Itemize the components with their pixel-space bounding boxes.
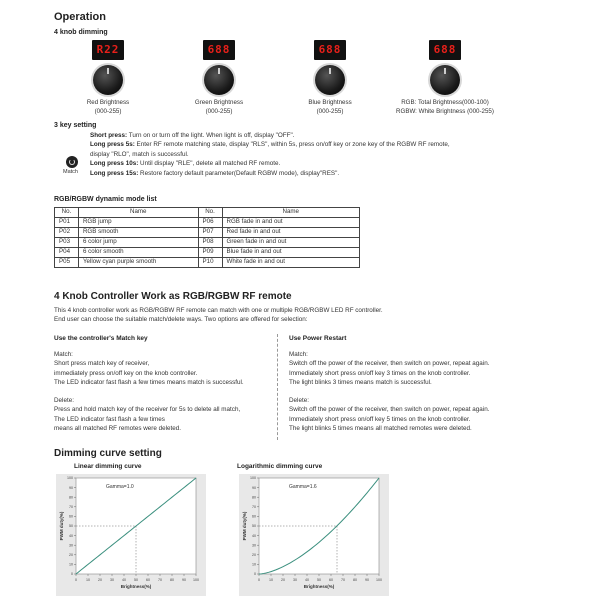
knob-blue-label: Blue Brightness [308, 99, 352, 107]
x-tick-label: 40 [305, 578, 309, 582]
y-tick-label: 30 [252, 543, 256, 548]
table-row: P02 RGB smooth P07 Red fade in and out [55, 228, 360, 238]
y-tick-label: 90 [69, 485, 73, 490]
table-header-row [55, 208, 360, 218]
dimming-charts [54, 474, 394, 600]
mode-table [54, 207, 360, 268]
y-tick-label: 70 [69, 505, 73, 509]
red-brightness-knob[interactable] [93, 65, 123, 95]
y-tick-label: 70 [252, 505, 256, 509]
x-tick-label: 20 [281, 578, 285, 582]
data-point [112, 545, 113, 546]
operation-title: Operation [54, 11, 106, 23]
y-tick-label: 10 [69, 562, 73, 567]
data-point [355, 507, 356, 508]
y-tick-label: 10 [252, 562, 256, 567]
x-tick-label: 100 [193, 578, 199, 582]
table-row: P03 6 color jump P08 Green fade in and out [55, 238, 360, 248]
x-tick-label: 90 [182, 578, 186, 582]
data-point [172, 497, 173, 498]
data-point [148, 516, 149, 517]
knob-green [159, 40, 279, 116]
col-name: Name [78, 208, 198, 218]
data-point [136, 526, 137, 527]
x-axis-label: Brightness(%) [303, 584, 335, 589]
x-tick-label: 50 [317, 578, 321, 582]
data-point [196, 478, 197, 479]
white-brightness-knob[interactable] [430, 65, 460, 95]
data-point [124, 535, 125, 536]
y-tick-label: 100 [67, 476, 73, 481]
x-tick-label: 10 [86, 578, 90, 582]
knob-blue [270, 40, 390, 116]
x-tick-label: 30 [110, 578, 114, 582]
y-tick-label: 20 [69, 553, 73, 557]
knob-white [380, 40, 510, 116]
key-line: Short press: Turn on or turn off the light. When light is off, display "OFF". [90, 132, 295, 139]
log-chart [239, 474, 389, 596]
left-delete-block: Delete: Press and hold match key of the receiver for 5s to delete all match, The LED indicator fast flash a few times means all matched RF remotes were deleted. [54, 397, 241, 433]
match-button[interactable] [66, 156, 78, 168]
knob-red-range: (000-255) [94, 107, 122, 115]
linear-chart [56, 474, 206, 596]
x-tick-label: 50 [134, 578, 138, 582]
display-blue: 688 [314, 40, 347, 60]
key-line: display "RLO", match is successful. [90, 150, 189, 158]
y-tick-label: 60 [69, 514, 73, 519]
x-tick-label: 60 [146, 578, 150, 582]
knob-section-title: 4 knob dimming [54, 29, 108, 36]
data-point [100, 555, 101, 556]
data-point [160, 507, 161, 508]
y-tick-label: 80 [252, 495, 256, 500]
y-tick-label: 20 [252, 553, 256, 557]
rf-intro [54, 306, 574, 325]
mode-list-title: RGB/RGBW dynamic mode list [54, 196, 157, 203]
knob-blue-range: (000-255) [316, 107, 344, 115]
x-tick-label: 30 [293, 578, 297, 582]
data-point [88, 564, 89, 565]
key-line: Long press 15s: Restore factory default parameter(Default RGBW mode), display"RES". [90, 169, 340, 177]
data-point [184, 487, 185, 488]
y-tick-label: 0 [254, 572, 256, 577]
key-section-title: 3 key setting [54, 122, 97, 129]
gamma-annotation: Gamma=1.6 [289, 484, 317, 490]
rf-intro-line: End user can choose the suitable match/delete ways. Two options are offered for selection: [54, 316, 308, 324]
y-tick-label: 50 [252, 524, 256, 529]
right-option-title: Use Power Restart [289, 335, 347, 342]
data-point [295, 560, 296, 561]
x-tick-label: 70 [158, 578, 162, 582]
x-tick-label: 60 [329, 578, 333, 582]
right-delete-block: Delete: Switch off the power of the receiver, then switch on power, repeat again. Immediately short press on/off key 5 times on the knob controller. The light blinks 5 times means all matched remotes were deleted. [289, 397, 490, 433]
power-icon [69, 159, 75, 165]
y-tick-label: 0 [71, 572, 73, 577]
knob-white-label: RGB: Total Brightness(000-100) [401, 99, 489, 107]
log-title: Logarithmic dimming curve [237, 463, 323, 470]
col-no: No. [198, 208, 222, 218]
display-green: 688 [203, 40, 236, 60]
left-option-title: Use the controller's Match key [54, 335, 148, 342]
y-tick-label: 50 [69, 524, 73, 529]
key-line: Long press 10s: Until display "RLE", delete all matched RF remote. [90, 160, 281, 168]
x-tick-label: 0 [258, 578, 260, 582]
y-axis-label: PWM duty(%) [59, 511, 64, 541]
table-row: P01 RGB jump P06 RGB fade in and out [55, 218, 360, 228]
y-tick-label: 100 [250, 476, 256, 481]
knob-white-range: RGBW: White Brightness (000-255) [396, 107, 494, 115]
key-line: Long press 5s: Enter RF remote matching state, display "RLS", within 5s, press on/off key or zone key of the RGBW RF remote, [90, 141, 450, 149]
x-tick-label: 100 [376, 578, 382, 582]
data-point [367, 493, 368, 494]
y-tick-label: 30 [69, 543, 73, 548]
rf-section-title: 4 Knob Controller Work as RGB/RGBW RF remote [54, 291, 292, 302]
linear-title: Linear dimming curve [74, 463, 142, 470]
knob-red [48, 40, 168, 116]
table-row: P05 Yellow cyan purple smooth P10 White fade in and out [55, 258, 360, 268]
green-brightness-knob[interactable] [204, 65, 234, 95]
x-tick-label: 80 [353, 578, 357, 582]
data-point [319, 542, 320, 543]
display-red: R22 [92, 40, 125, 60]
y-tick-label: 40 [252, 533, 256, 538]
data-point [331, 531, 332, 532]
knob-green-label: Green Brightness [194, 99, 244, 107]
rf-intro-line: This 4 knob controller work as RGB/RGBW RF remote can match with one or multiple RGB/RGBW LED RF controller. [54, 307, 383, 314]
table-row: P04 6 color smooth P09 Blue fade in and out [55, 248, 360, 258]
data-point [76, 574, 77, 575]
display-white: 688 [429, 40, 462, 60]
col-name: Name [222, 208, 360, 218]
right-match-block: Match: Switch off the power of the receiver, then switch on power, repeat again. Immediately short press on/off key 3 times on the knob controller. The light blinks 3 times means match is successful. [289, 351, 490, 387]
divider [277, 334, 278, 440]
col-no: No. [55, 208, 79, 218]
y-tick-label: 60 [252, 514, 256, 519]
key-instructions [90, 131, 560, 178]
y-tick-label: 40 [69, 533, 73, 538]
x-tick-label: 20 [98, 578, 102, 582]
x-tick-label: 70 [341, 578, 345, 582]
data-point [343, 519, 344, 520]
knob-green-range: (000-255) [205, 107, 233, 115]
data-point [379, 478, 380, 479]
x-tick-label: 40 [122, 578, 126, 582]
y-tick-label: 80 [69, 495, 73, 500]
data-point [283, 566, 284, 567]
x-tick-label: 10 [269, 578, 273, 582]
x-tick-label: 80 [170, 578, 174, 582]
data-point [271, 571, 272, 572]
knob-red-label: Red Brightness [86, 99, 130, 107]
y-tick-label: 90 [252, 485, 256, 490]
dimming-title: Dimming curve setting [54, 448, 162, 459]
gamma-annotation: Gamma=1.0 [106, 484, 134, 490]
x-tick-label: 90 [365, 578, 369, 582]
data-point [307, 552, 308, 553]
y-axis-label: PWM duty(%) [242, 511, 247, 541]
x-axis-label: Brightness(%) [120, 584, 152, 589]
data-point [259, 574, 260, 575]
blue-brightness-knob[interactable] [315, 65, 345, 95]
match-label: Match [63, 169, 78, 175]
x-tick-label: 0 [75, 578, 77, 582]
left-match-block: Match: Short press match key of receiver, immediately press on/off key on the knob controller. The LED indicator fast flash a few times means match is successful. [54, 351, 244, 387]
